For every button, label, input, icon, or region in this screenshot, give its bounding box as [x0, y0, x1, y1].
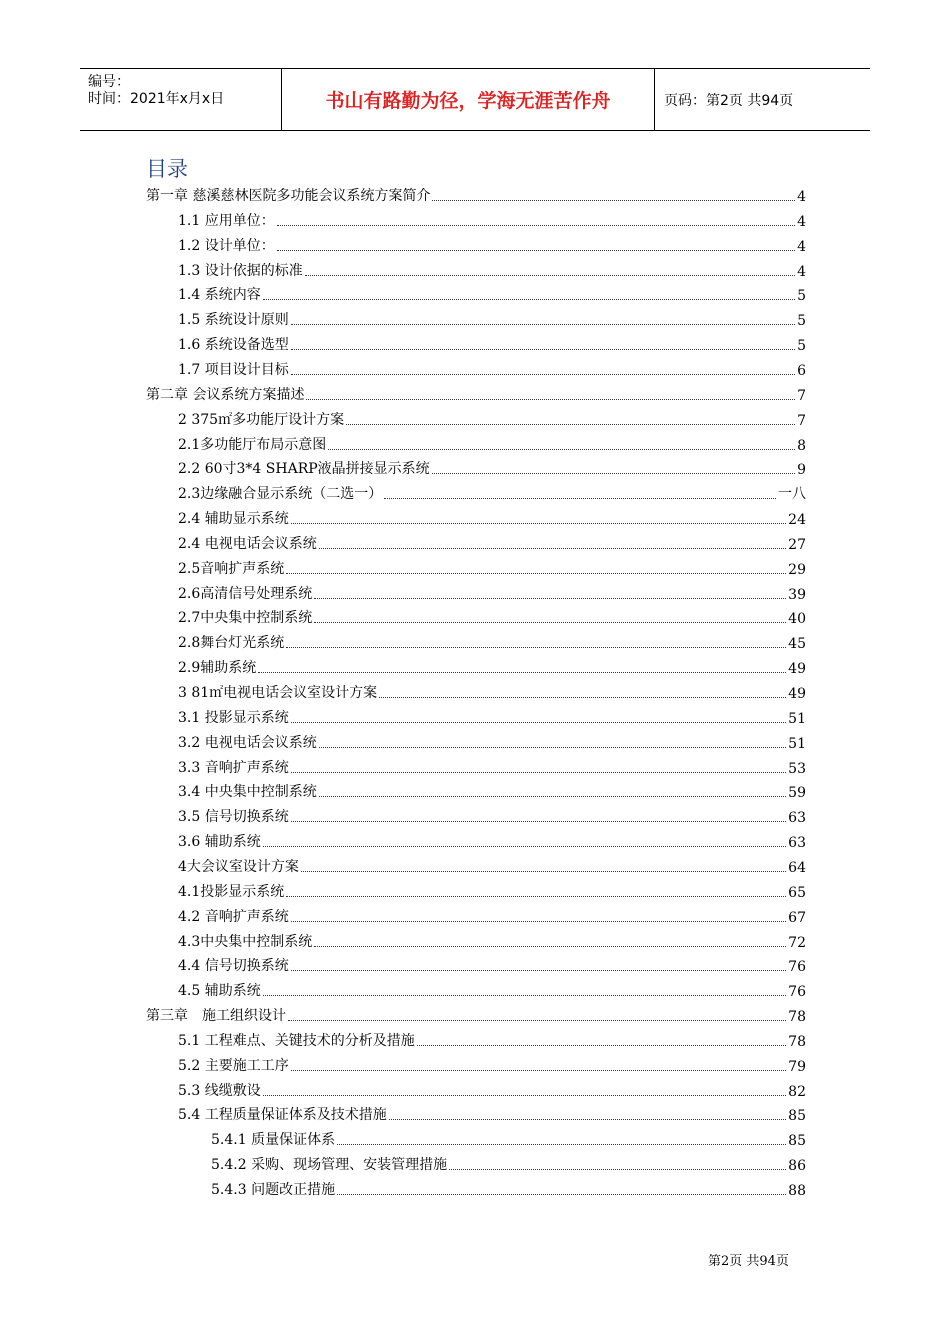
- toc-entry-page: 49: [788, 686, 806, 702]
- toc-entry-page: 49: [788, 661, 806, 678]
- toc-entry-label: 1.6 系统设备选型: [178, 337, 289, 354]
- header-motto: 书山有路勤为径，学海无涯苦作舟: [325, 90, 611, 112]
- toc-entry-label: 5.4.3 问题改正措施: [211, 1182, 336, 1198]
- toc-entry-leader: [291, 348, 795, 350]
- toc-entry[interactable]: [178, 581, 806, 603]
- toc-entry-page: 7: [797, 412, 806, 429]
- toc-entry-page: 51: [788, 710, 806, 727]
- toc-entry-label: 2.4 辅助显示系统: [178, 511, 289, 528]
- toc-entry-page: 76: [788, 984, 806, 1001]
- toc-entry[interactable]: [178, 680, 806, 702]
- toc-entry-page: 64: [788, 859, 806, 876]
- toc-entry-page: 4: [797, 189, 806, 205]
- toc-entry[interactable]: [178, 1053, 806, 1075]
- toc-entry-page: 40: [788, 611, 806, 628]
- toc-entry-page: 一八: [778, 486, 806, 503]
- toc-entry-leader: [384, 497, 776, 499]
- toc-entry-page: 4: [797, 238, 806, 255]
- toc-entry-leader: [291, 1069, 786, 1071]
- toc-entry[interactable]: [178, 755, 806, 777]
- toc-entry-leader: [319, 746, 786, 748]
- toc-entry[interactable]: [178, 307, 806, 329]
- toc-entry[interactable]: [178, 929, 806, 951]
- toc-entry-label: 5.3 线缆敷设: [178, 1082, 261, 1099]
- toc-entry-label: 3.1 投影显示系统: [178, 709, 289, 726]
- toc-entry-leader: [337, 1143, 786, 1145]
- toc-title: 目录: [146, 157, 188, 181]
- toc-entry-page: 24: [788, 512, 806, 529]
- toc-entry-label: 1.5 系统设计原则: [178, 312, 289, 329]
- toc-entry[interactable]: [178, 481, 806, 503]
- toc-entry[interactable]: [178, 978, 806, 1000]
- toc-entry-label: 4大会议室设计方案: [178, 858, 299, 875]
- toc-entry-page: 63: [788, 810, 806, 827]
- toc-entry[interactable]: [178, 953, 806, 975]
- toc-entry-leader: [432, 199, 795, 201]
- toc-entry-label: 1.4 系统内容: [178, 287, 261, 304]
- toc-entry-label: 5.4.2 采购、现场管理、安装管理措施: [211, 1157, 448, 1174]
- toc-entry-leader: [417, 1044, 786, 1046]
- toc-entry[interactable]: [146, 1003, 806, 1025]
- toc-entry-leader: [286, 895, 786, 897]
- toc-entry-leader: [277, 249, 795, 251]
- toc-entry-page: 85: [788, 1108, 806, 1125]
- header-motto-cell: [281, 69, 655, 130]
- toc-entry-leader: [286, 572, 786, 574]
- toc-entry-page: 4: [797, 263, 806, 280]
- toc-entry-label: 2.4 电视电话会议系统: [178, 535, 317, 552]
- toc-entry-leader: [291, 969, 786, 971]
- toc-entry[interactable]: [178, 630, 806, 652]
- toc-entry-label: 第二章 会议系统方案描述: [146, 386, 305, 403]
- toc-entry-leader: [319, 547, 786, 549]
- toc-entry-label: 3 81㎡电视电话会议室设计方案: [178, 685, 378, 701]
- toc-entry-leader: [291, 721, 786, 723]
- toc-entry[interactable]: [178, 705, 806, 727]
- toc-entry-label: 第三章 施工组织设计: [146, 1008, 286, 1025]
- toc-entry[interactable]: [178, 282, 806, 304]
- toc-entry-page: 78: [788, 1033, 806, 1050]
- toc-entry-leader: [286, 646, 786, 648]
- toc-entry-leader: [263, 994, 786, 996]
- toc-entry-label: 5.4 工程质量保证体系及技术措施: [178, 1107, 387, 1124]
- toc-entry[interactable]: [178, 258, 806, 280]
- toc-entry-page: 45: [788, 636, 806, 653]
- toc-entry-page: 63: [788, 835, 806, 852]
- toc-entry[interactable]: [211, 1127, 806, 1149]
- toc-entry-label: 2.1多功能厅布局示意图: [178, 436, 327, 453]
- toc-entry-leader: [291, 920, 786, 922]
- toc-entry-label: 2.7中央集中控制系统: [178, 610, 313, 627]
- toc-entry-page: 5: [797, 338, 806, 355]
- toc-entry[interactable]: [178, 1102, 806, 1124]
- toc-entry-leader: [263, 298, 795, 300]
- toc-entry[interactable]: [178, 506, 806, 528]
- toc-entry-leader: [277, 224, 795, 226]
- toc-entry[interactable]: [211, 1177, 806, 1199]
- toc-entry[interactable]: [178, 1028, 806, 1050]
- toc-entry-label: 4.4 信号切换系统: [178, 958, 289, 975]
- toc-entry-leader: [379, 696, 786, 698]
- toc-entry[interactable]: [178, 332, 806, 354]
- toc-entry[interactable]: [178, 233, 806, 255]
- toc-entry-label: 5.2 主要施工工序: [178, 1057, 289, 1074]
- toc-entry-leader: [291, 323, 795, 325]
- toc-entry-page: 59: [788, 785, 806, 802]
- toc-entry-leader: [291, 820, 786, 822]
- toc-entry[interactable]: [178, 655, 806, 677]
- toc-entry-label: 2 375㎡多功能厅设计方案: [178, 411, 345, 428]
- toc-entry[interactable]: [178, 730, 806, 752]
- toc-entry-label: 3.3 音响扩声系统: [178, 759, 289, 776]
- toc-entry-label: 4.5 辅助系统: [178, 983, 261, 1000]
- toc-entry-page: 72: [788, 934, 806, 951]
- toc-entry-label: 2.9辅助系统: [178, 660, 257, 677]
- toc-entry-page: 29: [788, 561, 806, 578]
- toc-entry-leader: [328, 448, 795, 450]
- toc-entry[interactable]: [178, 357, 806, 379]
- toc-entry-label: 3.6 辅助系统: [178, 834, 261, 851]
- toc-entry-leader: [301, 870, 786, 872]
- toc-entry-label: 5.4.1 质量保证体系: [211, 1132, 336, 1149]
- toc-entry[interactable]: [178, 854, 806, 876]
- toc-entry-label: 2.5音响扩声系统: [178, 560, 285, 577]
- toc-entry-leader: [291, 522, 786, 524]
- toc-entry-page: 86: [788, 1158, 806, 1175]
- document-time-label: 时间：2021年x月x日: [88, 91, 225, 107]
- toc-entry-leader: [263, 1094, 786, 1096]
- toc-entry[interactable]: [178, 1078, 806, 1100]
- toc-entry-label: 2.6高清信号处理系统: [178, 585, 313, 602]
- header-left: [80, 69, 280, 130]
- toc-entry-label: 1.1 应用单位：: [178, 212, 275, 229]
- toc-entry-page: 88: [788, 1183, 806, 1199]
- toc-entry-label: 1.3 设计依据的标准: [178, 262, 303, 279]
- toc-entry[interactable]: [178, 605, 806, 627]
- toc-entry-label: 4.1投影显示系统: [178, 883, 285, 900]
- toc-entry-label: 3.5 信号切换系统: [178, 809, 289, 826]
- toc-entry-leader: [305, 274, 795, 276]
- toc-entry[interactable]: [178, 556, 806, 578]
- toc-entry[interactable]: [178, 779, 806, 801]
- toc-entry-page: 85: [788, 1133, 806, 1150]
- toc-entry[interactable]: [211, 1152, 806, 1174]
- toc-entry-page: 8: [797, 437, 806, 454]
- toc-entry-page: 82: [788, 1083, 806, 1100]
- toc-entry-leader: [288, 1019, 786, 1021]
- toc-entry-page: 39: [788, 586, 806, 603]
- toc-entry-page: 7: [797, 387, 806, 404]
- toc-entry-label: 4.2 音响扩声系统: [178, 908, 289, 925]
- toc-entry[interactable]: [178, 879, 806, 901]
- toc-entry-label: 第一章 慈溪慈林医院多功能会议系统方案简介: [146, 188, 431, 204]
- toc-entry[interactable]: [146, 382, 806, 404]
- toc-entry-leader: [314, 945, 786, 947]
- header-page-cell: [655, 69, 870, 130]
- toc-entry-leader: [432, 472, 795, 474]
- toc-entry-leader: [314, 597, 786, 599]
- toc-entry[interactable]: [178, 407, 806, 429]
- toc-entry-label: 2.8舞台灯光系统: [178, 635, 285, 652]
- toc-entry-label: 4.3中央集中控制系统: [178, 933, 313, 950]
- toc-entry-label: 5.1 工程难点、关键技术的分析及措施: [178, 1032, 415, 1049]
- toc-entry-leader: [449, 1168, 786, 1170]
- toc-entry-page: 27: [788, 536, 806, 553]
- toc-entry-leader: [306, 398, 795, 400]
- toc-entry-leader: [314, 621, 786, 623]
- toc-entry-leader: [263, 845, 786, 847]
- page-header: [80, 68, 870, 131]
- toc-entry-page: 5: [797, 313, 806, 330]
- toc-entry-page: 76: [788, 959, 806, 976]
- toc-entry-label: 1.7 项目设计目标: [178, 361, 289, 378]
- toc-entry-page: 4: [797, 213, 806, 230]
- page-footer: 第2页 共94页: [708, 1254, 789, 1269]
- toc-entry[interactable]: [178, 829, 806, 851]
- toc-entry-label: 2.2 60寸3*4 SHARP液晶拼接显示系统: [178, 461, 430, 478]
- toc-entry[interactable]: [178, 432, 806, 454]
- toc-entry-page: 6: [797, 362, 806, 379]
- toc-entry-page: 9: [797, 462, 806, 479]
- toc-entry-page: 67: [788, 909, 806, 926]
- toc-entry-leader: [319, 795, 786, 797]
- toc-entry[interactable]: [178, 804, 806, 826]
- toc-entry[interactable]: [178, 531, 806, 553]
- toc-entry-label: 3.2 电视电话会议系统: [178, 734, 317, 751]
- toc-entry-page: 78: [788, 1009, 806, 1026]
- document-number-label: 编号：: [88, 74, 130, 90]
- toc-entry-page: 51: [788, 735, 806, 752]
- toc-entry-page: 79: [788, 1058, 806, 1075]
- toc-entry[interactable]: [178, 456, 806, 478]
- header-page-label: 页码：第2页 共94页: [664, 92, 794, 109]
- toc-entry-page: 65: [788, 884, 806, 901]
- toc-entry-label: 2.3边缘融合显示系统（二选一）: [178, 486, 383, 503]
- toc-entry-leader: [291, 771, 786, 773]
- toc-entry-page: 53: [788, 760, 806, 777]
- toc-entry-label: 1.2 设计单位：: [178, 237, 275, 254]
- toc-entry-leader: [291, 373, 795, 375]
- toc-entry[interactable]: [146, 183, 806, 205]
- toc-entry-label: 3.4 中央集中控制系统: [178, 784, 317, 801]
- toc-entry-leader: [258, 671, 786, 673]
- toc-entry-page: 5: [797, 288, 806, 305]
- toc-entry-leader: [389, 1118, 786, 1120]
- toc-entry[interactable]: [178, 904, 806, 926]
- toc-entry-leader: [337, 1193, 786, 1195]
- toc-entry[interactable]: [178, 208, 806, 230]
- toc-entry-leader: [346, 423, 795, 425]
